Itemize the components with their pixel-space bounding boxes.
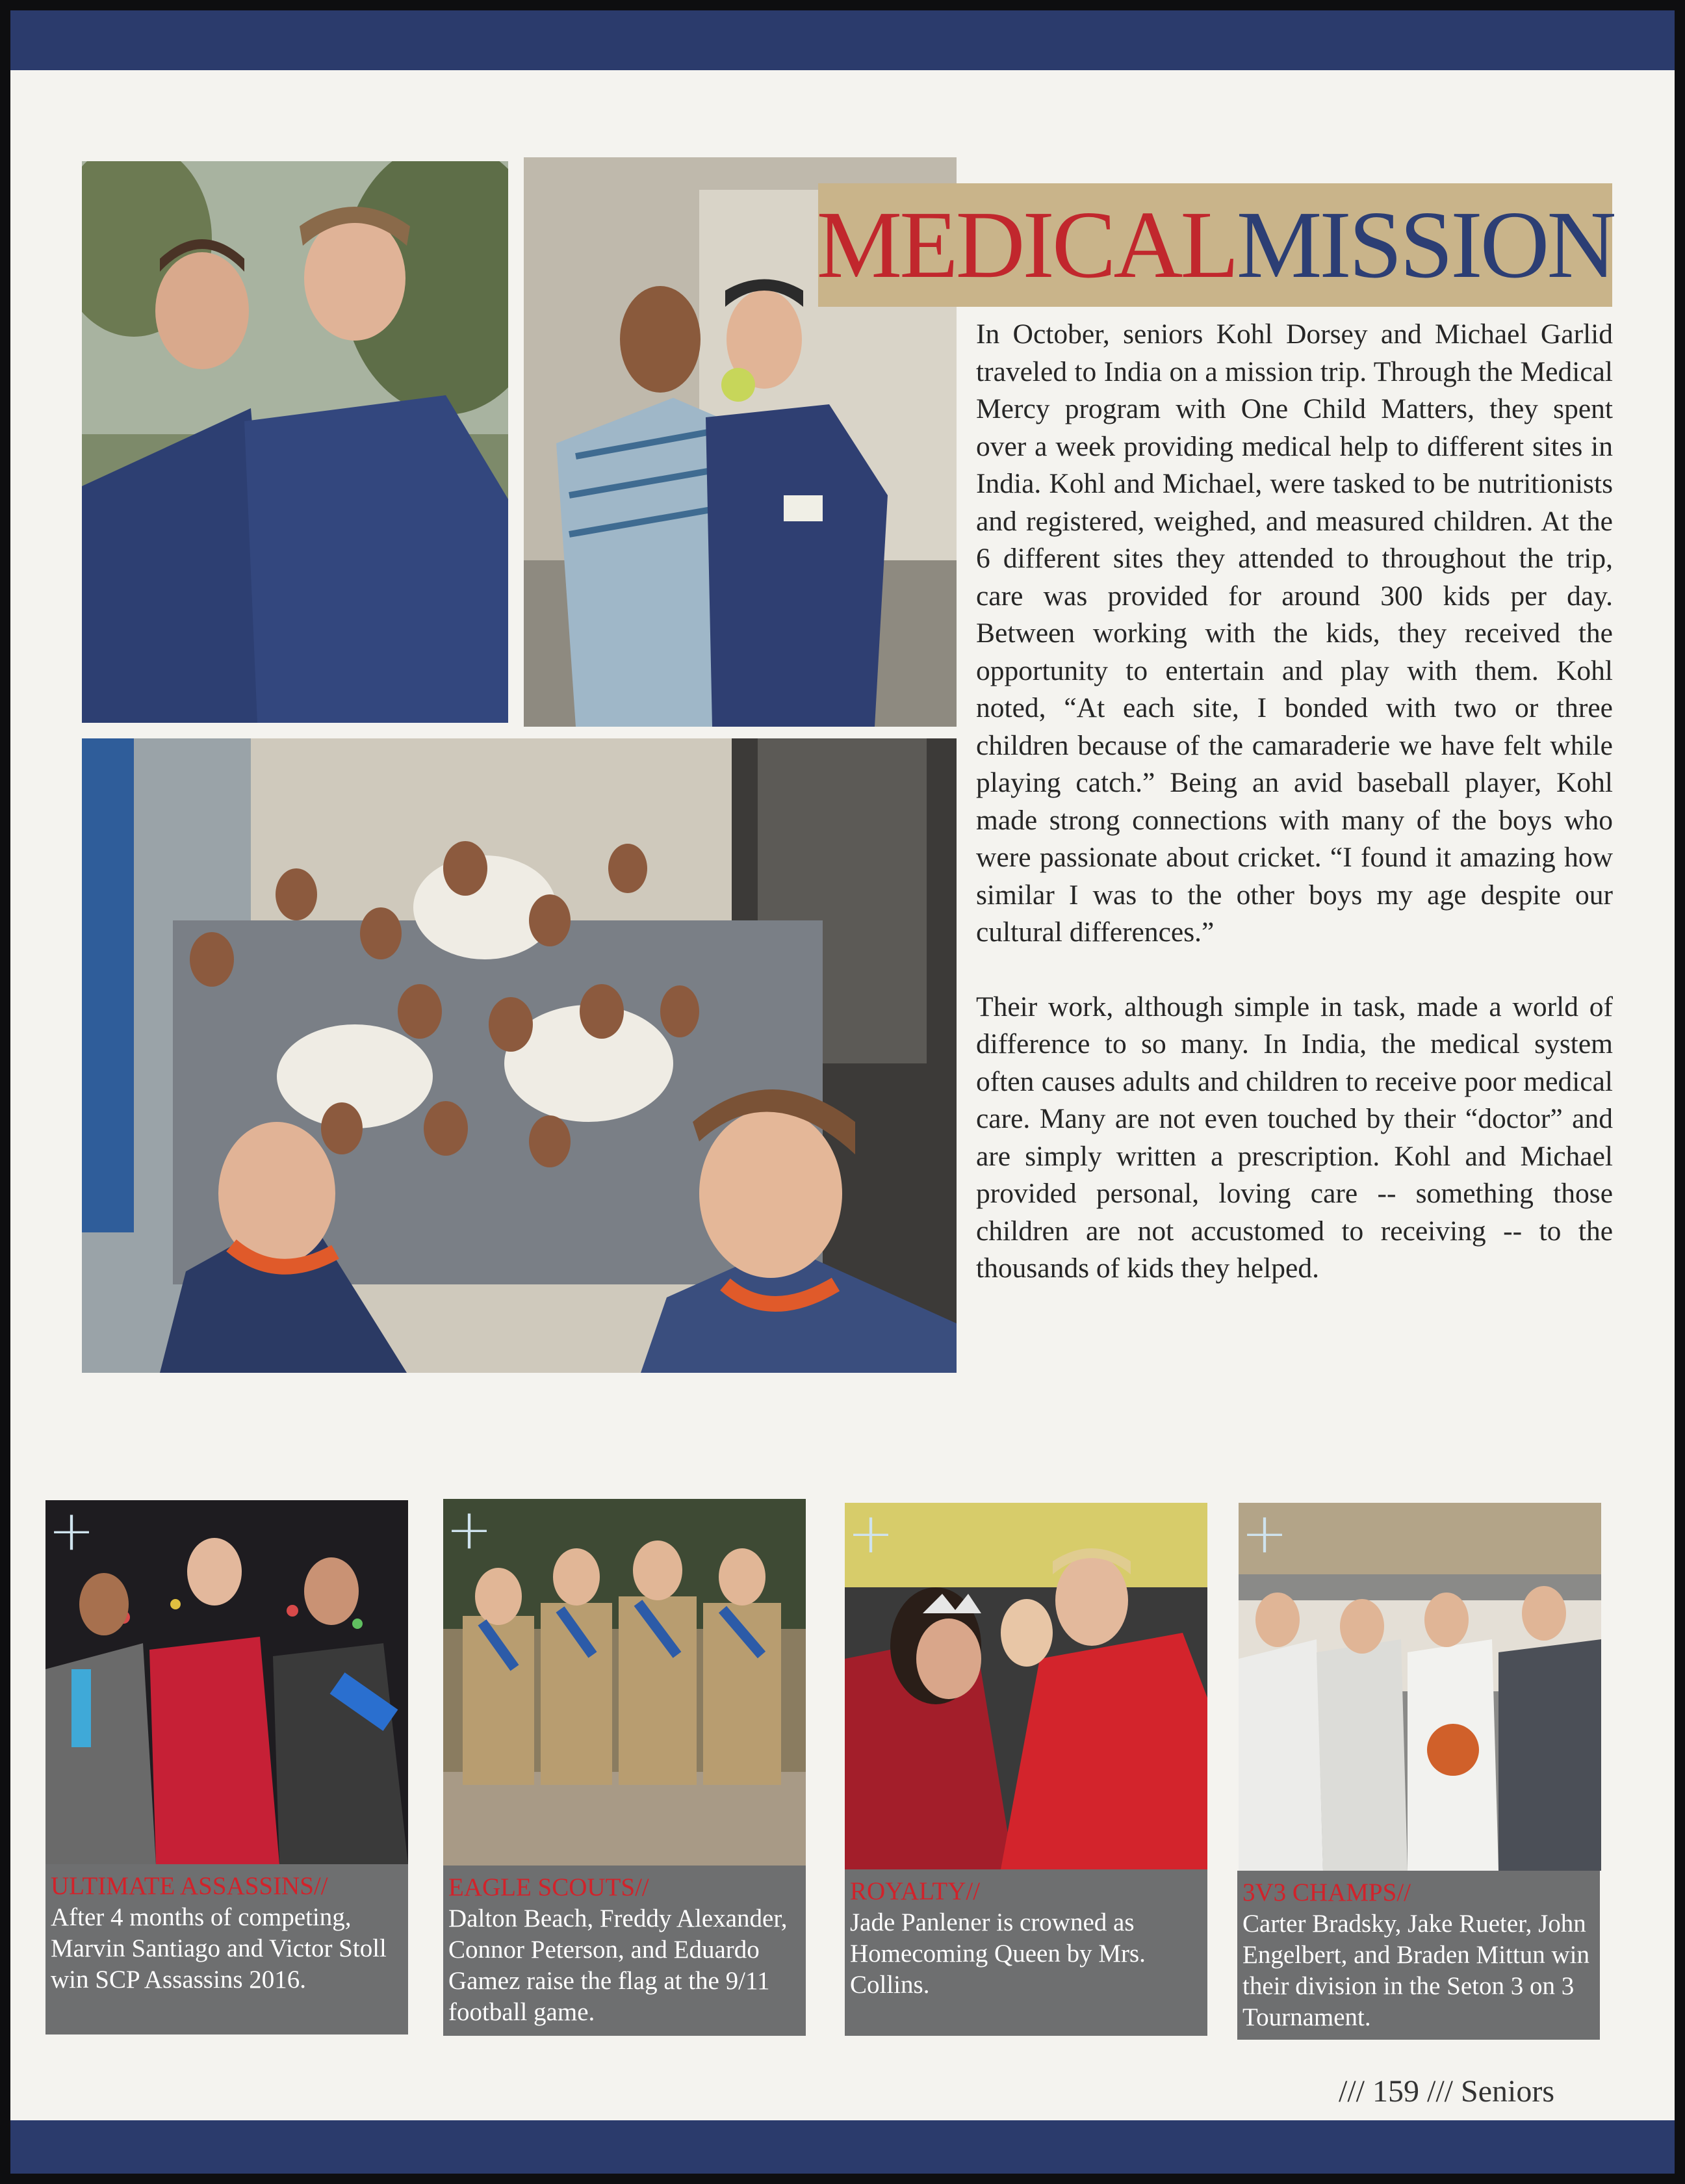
- caption-heading: ULTIMATE ASSASSINS//: [51, 1872, 328, 1900]
- plus-icon: +: [847, 1501, 895, 1566]
- article-paragraph-2: Their work, although simple in task, made a world of difference to so many. In India, the medical system often causes adults and children to receive poor medical care. Many are not even touched by their “doctor” and are simply written a prescription. Kohl and Michael provided personal, loving care -- something those children are not accustomed to receiving -- to the thousands of kids they helped.: [976, 991, 1613, 1284]
- article-title: [818, 183, 1612, 307]
- caption-heading: ROYALTY//: [850, 1877, 981, 1905]
- photo-group-of-children: [82, 738, 957, 1373]
- caption-3v3-champs: [1237, 1871, 1600, 2040]
- plus-icon: +: [446, 1497, 493, 1562]
- caption-heading: 3V3 CHAMPS//: [1242, 1878, 1411, 1906]
- top-navy-band: [10, 10, 1675, 70]
- photo-two-students-scrubs: [82, 161, 508, 723]
- caption-text: Dalton Beach, Freddy Alexander, Connor Peterson, and Eduardo Gamez raise the flag at the 9/11 football game.: [448, 1904, 788, 2026]
- title-medical: MEDICAL: [816, 192, 1237, 298]
- page-folio: /// 159 /// Seniors: [1339, 2074, 1555, 2109]
- caption-ultimate-assassins: [45, 1864, 408, 2034]
- photo-3v3-champs: [1239, 1503, 1601, 1871]
- article-paragraph-1: In October, seniors Kohl Dorsey and Michael Garlid traveled to India on a mission trip. Through the Medical Mercy program with One Child Matters, they spent over a week providing medical help to different sites in India. Kohl and Michael, were tasked to be nutritionists and registered, weighed, and measured children. At the 6 different sites they attended to throughout the trip, care was provided for around 300 kids per day. Between working with the kids, they received the opportunity to entertain and play with them. Kohl noted, “At each site, I bonded with two or three children because of the camaraderie we have felt while playing catch.” Being an avid baseball player, Kohl made strong connections with many of the boys who were passionate about cricket. “I found it amazing how similar I was to the other boys my age despite our cultural differences.”: [976, 318, 1613, 948]
- caption-text: Carter Bradsky, Jake Rueter, John Engelbert, and Braden Mittun win their division in the Seton 3 on 3 Tournament.: [1242, 1910, 1589, 2031]
- caption-royalty: [845, 1869, 1207, 2036]
- caption-text: After 4 months of competing, Marvin Santiago and Victor Stoll win SCP Assassins 2016.: [51, 1903, 387, 1994]
- photo-royalty: [845, 1503, 1207, 1869]
- plus-icon: +: [48, 1498, 96, 1563]
- article-body: [976, 316, 1613, 1325]
- caption-eagle-scouts: [443, 1866, 806, 2036]
- photo-ultimate-assassins: [45, 1500, 408, 1864]
- bottom-navy-band: [10, 2120, 1675, 2174]
- title-mission: MISSION: [1236, 192, 1614, 298]
- caption-heading: EAGLE SCOUTS//: [448, 1873, 649, 1901]
- caption-text: Jade Panlener is crowned as Homecoming Queen by Mrs. Collins.: [850, 1908, 1146, 1999]
- plus-icon: +: [1241, 1501, 1289, 1566]
- photo-eagle-scouts: [443, 1499, 806, 1866]
